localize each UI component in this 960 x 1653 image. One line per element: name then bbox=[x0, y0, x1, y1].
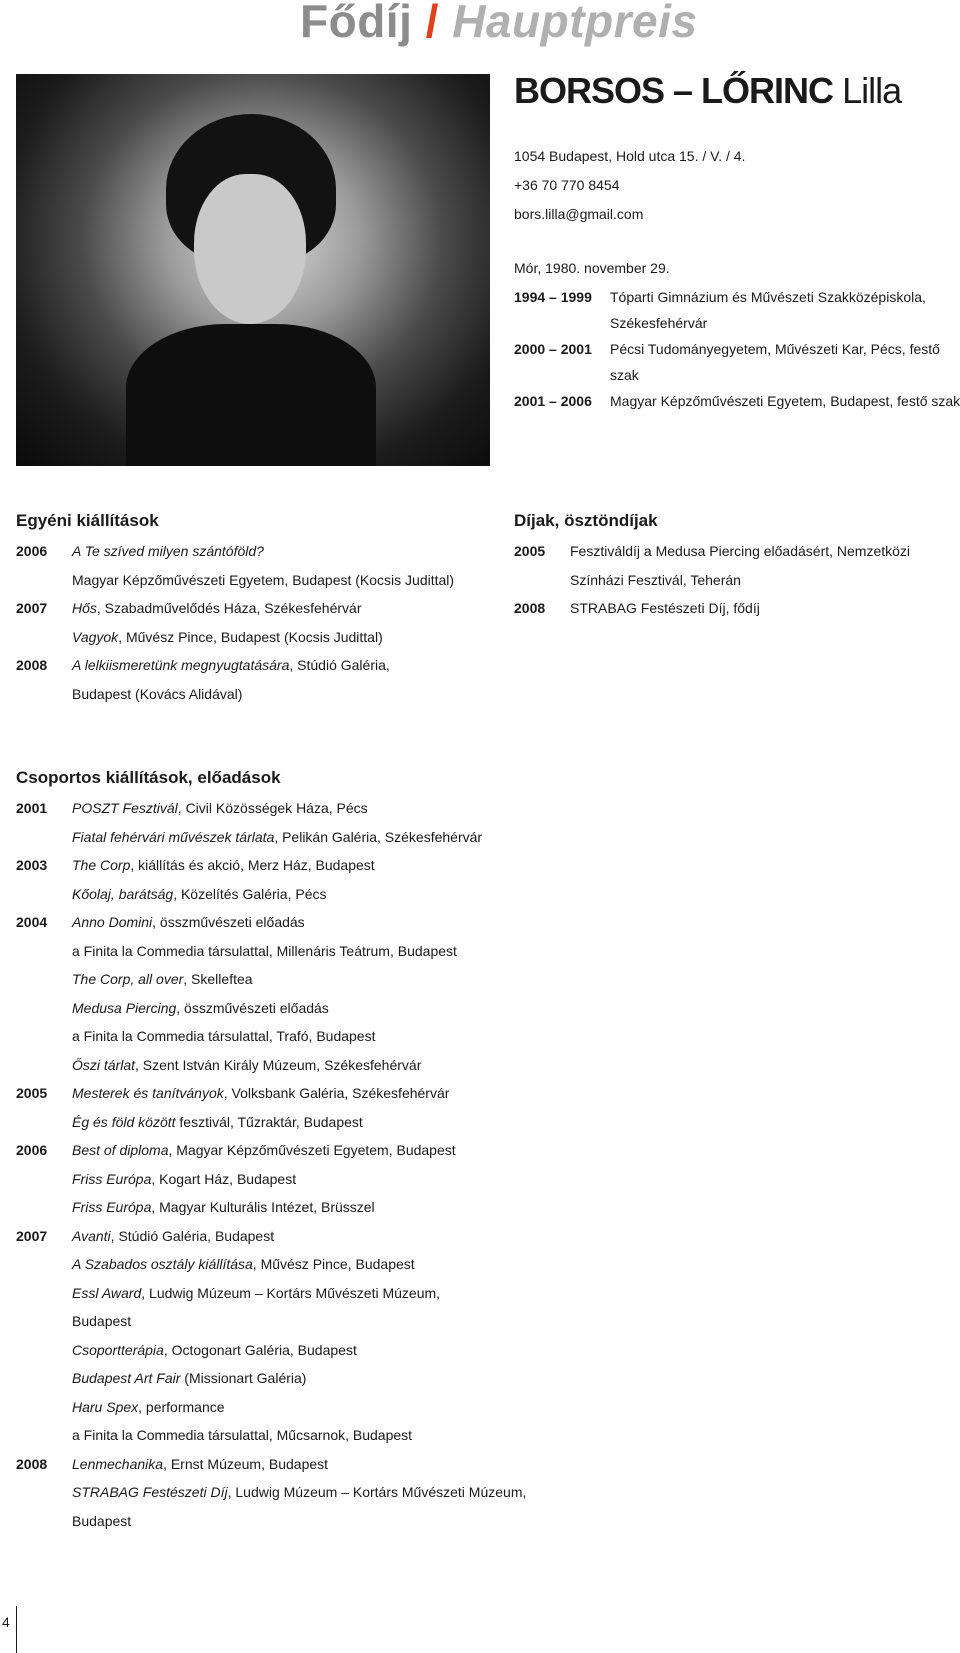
entry-details: , Magyar Kulturális Intézet, Brüsszel bbox=[151, 1199, 375, 1215]
phone: +36 70 770 8454 bbox=[514, 177, 620, 193]
entry-year bbox=[16, 1193, 72, 1222]
entry-title: Avanti bbox=[72, 1227, 111, 1244]
group-exhibition-row bbox=[16, 1307, 616, 1336]
entry-details: , összművészeti előadás bbox=[176, 999, 329, 1016]
entry-title: Hős bbox=[72, 600, 97, 616]
solo-exhibition-row bbox=[16, 680, 486, 709]
entry-text bbox=[72, 851, 616, 880]
entry-details: , Ernst Múzeum, Budapest bbox=[163, 1455, 329, 1472]
education-text: Tóparti Gimnázium és Művészeti Szakközépiskola, Székesfehérvár bbox=[610, 289, 926, 331]
group-exhibition-row bbox=[16, 1507, 616, 1536]
group-exhibition-row bbox=[16, 851, 616, 880]
entry-year bbox=[16, 566, 72, 595]
entry-details: , Ludwig Múzeum – Kortárs Művészeti Múzeum, bbox=[227, 1484, 527, 1500]
title-alt: Hauptpreis bbox=[452, 0, 698, 47]
entry-details: Fesztiváldíj a Medusa Piercing előadásért, Nemzetközi bbox=[570, 543, 911, 559]
entry-details: Budapest (Kovács Alidával) bbox=[72, 685, 243, 702]
awards-list bbox=[514, 537, 954, 623]
group-exhibition-row bbox=[16, 1136, 616, 1165]
entry-title: Medusa Piercing bbox=[72, 999, 177, 1016]
entry-text bbox=[72, 623, 486, 652]
entry-year: 2006 bbox=[16, 1142, 48, 1158]
education-years: 2001 – 2006 bbox=[514, 393, 592, 409]
entry-year: 2008 bbox=[16, 657, 48, 673]
entry-title: Ég és föld között bbox=[72, 1113, 176, 1130]
entry-text bbox=[72, 937, 616, 966]
entry-text bbox=[72, 1450, 616, 1479]
award-row bbox=[514, 594, 954, 623]
entry-text bbox=[72, 1165, 616, 1194]
page-number: 4 bbox=[2, 1614, 10, 1630]
entry-title: Friss Európa bbox=[72, 1199, 152, 1215]
solo-exhibition-row bbox=[16, 566, 486, 595]
entry-year bbox=[16, 680, 72, 709]
entry-details: , Volksbank Galéria, Székesfehérvár bbox=[223, 1085, 450, 1101]
entry-text bbox=[72, 1393, 616, 1422]
solo-exhibition-row bbox=[16, 594, 486, 623]
entry-text bbox=[72, 1222, 616, 1251]
email: bors.lilla@gmail.com bbox=[514, 206, 644, 222]
group-exhibition-row bbox=[16, 1051, 616, 1080]
entry-text bbox=[72, 1478, 616, 1507]
education-list bbox=[514, 284, 960, 414]
entry-details: , Skelleftea bbox=[183, 971, 253, 987]
entry-title: The Corp, all over bbox=[72, 971, 184, 987]
entry-text bbox=[72, 566, 486, 595]
entry-title: Fiatal fehérvári művészek tárlata bbox=[72, 828, 275, 845]
entry-text bbox=[72, 1250, 616, 1279]
group-exhibition-row bbox=[16, 1165, 616, 1194]
entry-year bbox=[16, 1507, 72, 1536]
group-exhibition-row bbox=[16, 1022, 616, 1051]
entry-title: Best of diploma bbox=[72, 1142, 169, 1158]
group-exhibition-row bbox=[16, 1079, 616, 1108]
entry-year bbox=[16, 1336, 72, 1365]
solo-heading: Egyéni kiállítások bbox=[16, 511, 159, 530]
entry-details: , Szent István Király Múzeum, Székesfehérvár bbox=[135, 1056, 422, 1073]
entry-text bbox=[72, 1193, 616, 1222]
entry-year: 2003 bbox=[16, 857, 48, 873]
entry-details: , performance bbox=[138, 1398, 225, 1415]
education-years: 1994 – 1999 bbox=[514, 289, 592, 305]
entry-details: , Művész Pince, Budapest (Kocsis Judittal) bbox=[118, 628, 383, 645]
entry-year: 2007 bbox=[16, 1227, 48, 1244]
entry-title: Essl Award bbox=[72, 1284, 142, 1301]
entry-text bbox=[570, 537, 954, 566]
entry-year bbox=[16, 1051, 72, 1080]
group-exhibition-row bbox=[16, 937, 616, 966]
group-exhibition-row bbox=[16, 1279, 616, 1308]
group-exhibition-row bbox=[16, 794, 616, 823]
entry-year bbox=[16, 1022, 72, 1051]
award-row bbox=[514, 566, 954, 595]
entry-year: 2006 bbox=[16, 543, 48, 559]
entry-details: Budapest bbox=[72, 1512, 132, 1529]
title-separator: / bbox=[425, 0, 439, 47]
group-exhibition-row bbox=[16, 994, 616, 1023]
entry-details: a Finita la Commedia társulattal, Millenáris Teátrum, Budapest bbox=[72, 942, 457, 959]
entry-text bbox=[72, 1421, 616, 1450]
entry-title: The Corp bbox=[72, 857, 131, 873]
entry-year bbox=[16, 1165, 72, 1194]
entry-details: STRABAG Festészeti Díj, fődíj bbox=[570, 600, 760, 616]
entry-title: A Te szíved milyen szántóföld? bbox=[72, 543, 264, 559]
entry-year bbox=[16, 1478, 72, 1507]
entry-text bbox=[72, 1279, 616, 1308]
group-exhibition-row bbox=[16, 1450, 616, 1479]
entry-details: , Ludwig Múzeum – Kortárs Művészeti Múzeum, bbox=[141, 1284, 441, 1301]
solo-exhibition-row bbox=[16, 623, 486, 652]
entry-details: , kiállítás és akció, Merz Ház, Budapest bbox=[130, 857, 375, 873]
education-years: 2000 – 2001 bbox=[514, 341, 592, 357]
entry-details: Magyar Képzőművészeti Egyetem, Budapest (Kocsis Judittal) bbox=[72, 571, 455, 588]
awards-heading: Díjak, ösztöndíjak bbox=[514, 511, 658, 530]
group-exhibitions-list bbox=[16, 794, 616, 1535]
entry-year bbox=[16, 1307, 72, 1336]
entry-year bbox=[16, 1364, 72, 1393]
entry-year: 2008 bbox=[16, 1455, 48, 1472]
photo-collar bbox=[126, 324, 376, 466]
entry-title: STRABAG Festészeti Díj bbox=[72, 1484, 228, 1500]
entry-text bbox=[72, 1022, 616, 1051]
entry-year bbox=[16, 1279, 72, 1308]
entry-year: 2001 bbox=[16, 800, 48, 816]
group-exhibition-row bbox=[16, 1478, 616, 1507]
group-exhibition-row bbox=[16, 1336, 616, 1365]
education-text: Magyar Képzőművészeti Egyetem, Budapest, festő szak bbox=[610, 393, 960, 409]
entry-details: , Stúdió Galéria, bbox=[289, 657, 390, 673]
group-exhibition-row bbox=[16, 1193, 616, 1222]
birth-info: Mór, 1980. november 29. bbox=[514, 260, 670, 276]
entry-details: a Finita la Commedia társulattal, Műcsarnok, Budapest bbox=[72, 1427, 413, 1443]
group-exhibition-row bbox=[16, 880, 616, 909]
entry-year bbox=[16, 937, 72, 966]
page-title bbox=[300, 0, 697, 48]
group-exhibition-row bbox=[16, 908, 616, 937]
entry-title: Haru Spex bbox=[72, 1398, 139, 1415]
entry-year bbox=[16, 623, 72, 652]
entry-year bbox=[16, 1108, 72, 1137]
entry-title: Mesterek és tanítványok bbox=[72, 1085, 224, 1101]
address: 1054 Budapest, Hold utca 15. / V. / 4. bbox=[514, 148, 746, 164]
entry-title: Őszi tárlat bbox=[72, 1056, 136, 1073]
entry-details: , Octogonart Galéria, Budapest bbox=[163, 1341, 357, 1358]
entry-details: , Közelítés Galéria, Pécs bbox=[173, 885, 327, 902]
entry-details: , Civil Közösségek Háza, Pécs bbox=[177, 800, 368, 816]
entry-text bbox=[72, 1108, 616, 1137]
entry-text bbox=[72, 651, 486, 680]
entry-text bbox=[72, 1507, 616, 1536]
entry-year bbox=[16, 994, 72, 1023]
entry-details: a Finita la Commedia társulattal, Trafó, Budapest bbox=[72, 1028, 376, 1044]
group-exhibition-row bbox=[16, 965, 616, 994]
education-row bbox=[514, 336, 960, 388]
entry-details: , Kogart Ház, Budapest bbox=[151, 1170, 297, 1187]
entry-year bbox=[16, 880, 72, 909]
entry-details: , Stúdió Galéria, Budapest bbox=[110, 1227, 275, 1244]
artist-last-name: BORSOS – LŐRINC bbox=[514, 70, 834, 111]
entry-year bbox=[16, 1250, 72, 1279]
entry-title: Budapest Art Fair bbox=[72, 1370, 181, 1386]
photo-face bbox=[194, 174, 306, 324]
solo-exhibition-row bbox=[16, 651, 486, 680]
entry-text bbox=[72, 1079, 616, 1108]
entry-title: A Szabados osztály kiállítása bbox=[72, 1256, 253, 1272]
award-row bbox=[514, 537, 954, 566]
group-exhibition-row bbox=[16, 1364, 616, 1393]
entry-title: POSZT Fesztivál bbox=[72, 800, 178, 816]
entry-year bbox=[16, 965, 72, 994]
education-row bbox=[514, 388, 960, 414]
entry-year: 2005 bbox=[514, 543, 546, 559]
entry-text bbox=[72, 594, 486, 623]
group-exhibition-row bbox=[16, 1393, 616, 1422]
entry-details: Színházi Fesztivál, Teherán bbox=[570, 571, 741, 588]
entry-text bbox=[72, 794, 616, 823]
entry-details: (Missionart Galéria) bbox=[180, 1370, 307, 1386]
entry-text bbox=[72, 1051, 616, 1080]
entry-title: Vagyok bbox=[72, 628, 119, 645]
entry-text bbox=[72, 880, 616, 909]
entry-details: , Szabadművelődés Háza, Székesfehérvár bbox=[96, 600, 362, 616]
entry-text bbox=[72, 680, 486, 709]
artist-first-name: Lilla bbox=[842, 70, 902, 111]
entry-title: Lenmechanika bbox=[72, 1455, 164, 1472]
group-exhibition-row bbox=[16, 1250, 616, 1279]
entry-details: , összművészeti előadás bbox=[152, 914, 305, 930]
entry-text bbox=[72, 1364, 616, 1393]
entry-details: fesztivál, Tűzraktár, Budapest bbox=[175, 1113, 363, 1130]
entry-year bbox=[16, 1421, 72, 1450]
entry-text bbox=[72, 965, 616, 994]
entry-text bbox=[72, 537, 486, 566]
contact-block bbox=[514, 142, 745, 229]
entry-text bbox=[72, 994, 616, 1023]
group-exhibition-row bbox=[16, 1421, 616, 1450]
entry-title: Friss Európa bbox=[72, 1170, 152, 1187]
artist-name bbox=[514, 70, 901, 112]
entry-year bbox=[16, 1393, 72, 1422]
education-row bbox=[514, 284, 960, 336]
entry-text bbox=[72, 1336, 616, 1365]
group-exhibition-row bbox=[16, 1108, 616, 1137]
entry-title: A lelkiismeretünk megnyugtatására bbox=[72, 657, 290, 673]
entry-details: , Művész Pince, Budapest bbox=[252, 1256, 415, 1272]
entry-text bbox=[570, 566, 954, 595]
entry-text bbox=[72, 1307, 616, 1336]
education-text: Pécsi Tudományegyetem, Művészeti Kar, Pécs, festő szak bbox=[610, 341, 940, 383]
group-exhibition-row bbox=[16, 823, 616, 852]
entry-text bbox=[72, 1136, 616, 1165]
group-exhibition-row bbox=[16, 1222, 616, 1251]
entry-title: Kőolaj, barátság bbox=[72, 885, 174, 902]
entry-year bbox=[514, 566, 570, 595]
entry-year: 2004 bbox=[16, 914, 48, 930]
entry-text bbox=[72, 908, 616, 937]
entry-details: , Pelikán Galéria, Székesfehérvár bbox=[274, 828, 483, 845]
solo-exhibition-row bbox=[16, 537, 486, 566]
entry-year bbox=[16, 823, 72, 852]
group-heading: Csoportos kiállítások, előadások bbox=[16, 768, 281, 787]
title-main: Fődíj bbox=[300, 0, 413, 47]
page-number-rule bbox=[16, 1606, 17, 1653]
entry-title: Anno Domini bbox=[72, 914, 153, 930]
entry-year: 2008 bbox=[514, 600, 546, 616]
entry-details: , Magyar Képzőművészeti Egyetem, Budapest bbox=[168, 1142, 456, 1158]
entry-year: 2005 bbox=[16, 1085, 48, 1101]
solo-exhibitions-list bbox=[16, 537, 486, 708]
entry-text bbox=[72, 823, 616, 852]
entry-year: 2007 bbox=[16, 600, 48, 616]
entry-title: Csoportterápia bbox=[72, 1341, 164, 1358]
portrait-photo bbox=[16, 74, 490, 466]
entry-text bbox=[570, 594, 954, 623]
entry-details: Budapest bbox=[72, 1313, 132, 1329]
